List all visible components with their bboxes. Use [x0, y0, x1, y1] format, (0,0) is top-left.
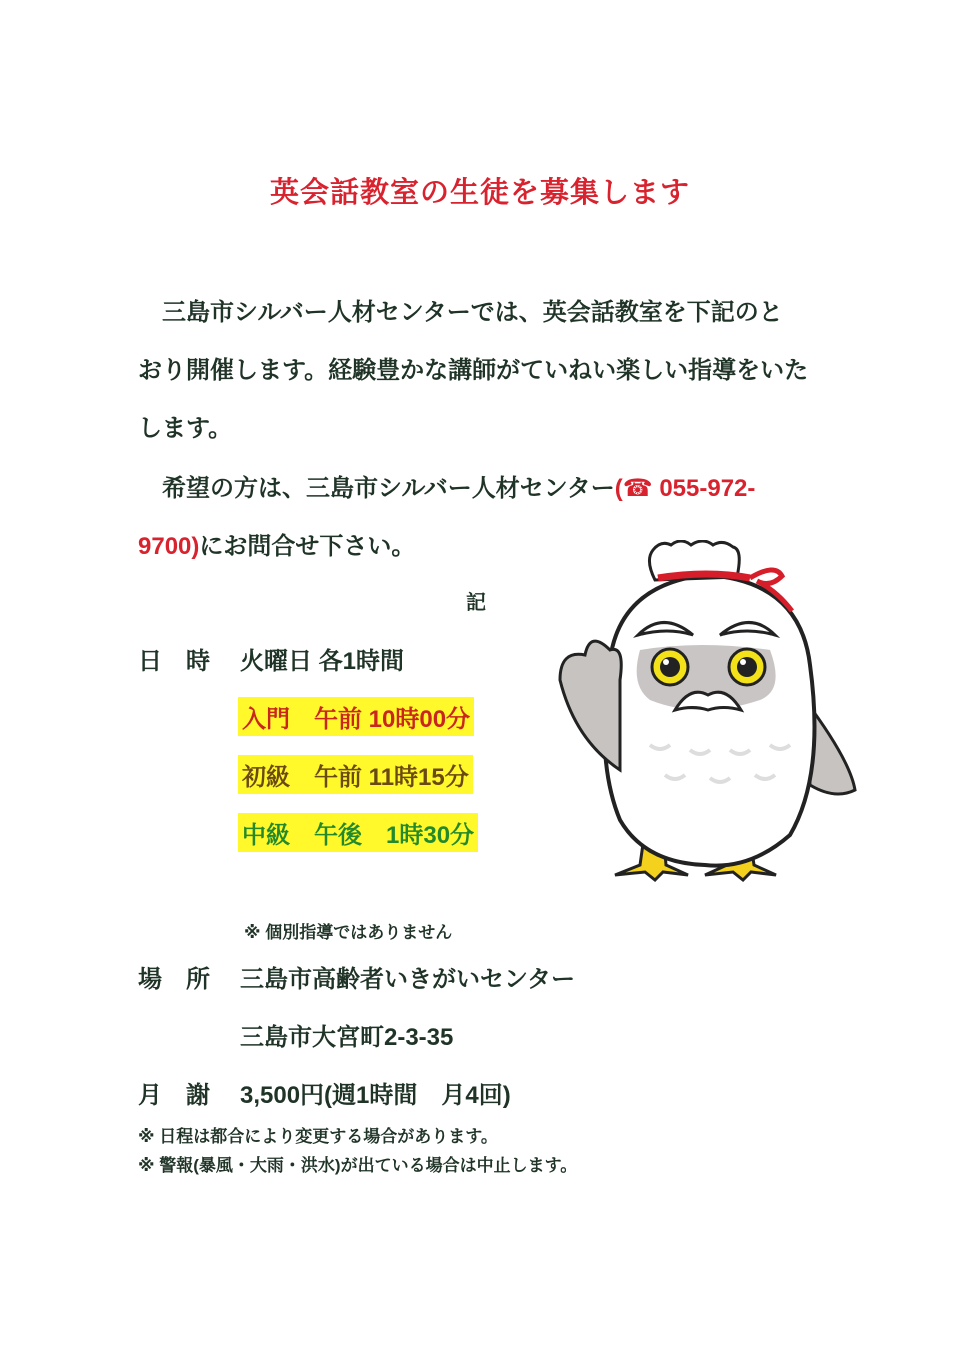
- schedule-value: 火曜日 各1時間: [240, 648, 405, 675]
- schedule-label: 日 時: [138, 648, 210, 675]
- contact-line-2: [138, 526, 415, 561]
- place-name: 三島市高齢者いきがいセンター: [240, 966, 576, 993]
- intro-line-2: おり開催します。経験豊かな講師がていねい楽しい指導をいた: [138, 357, 809, 384]
- place-label: 場 所: [138, 966, 210, 993]
- fee-value: 3,500円(週1時間 月4回): [240, 1082, 511, 1109]
- note-schedule-change: ※ 日程は都合により変更する場合があります。: [138, 1127, 498, 1146]
- contact-prefix: 希望の方は、三島市シルバー人材センター: [162, 475, 615, 502]
- note-warning-cancel: ※ 警報(暴風・大雨・洪水)が出ている場合は中止します。: [138, 1156, 578, 1175]
- intro-line-1: 三島市シルバー人材センターでは、英会話教室を下記のと: [162, 299, 783, 326]
- phone-number-start: (☎ 055-972-: [614, 475, 756, 502]
- owl-mascot-illustration: [550, 540, 860, 885]
- contact-suffix: にお問合せ下さい。: [199, 533, 416, 560]
- phone-number-end: 9700): [138, 533, 200, 560]
- schedule-note: ※ 個別指導ではありません: [244, 923, 453, 942]
- course-intermediate: 中級 午後 1時30分: [238, 813, 478, 852]
- course-elementary: 初級 午前 11時15分: [238, 755, 473, 794]
- intro-line-3: します。: [138, 415, 233, 442]
- place-address: 三島市大宮町2-3-35: [240, 1024, 454, 1051]
- page-title: 英会話教室の生徒を募集します: [269, 177, 690, 209]
- fee-label: 月 謝: [138, 1082, 210, 1109]
- course-beginner: 入門 午前 10時00分: [238, 697, 474, 736]
- contact-line: [162, 468, 755, 503]
- ki-heading: 記: [466, 592, 486, 614]
